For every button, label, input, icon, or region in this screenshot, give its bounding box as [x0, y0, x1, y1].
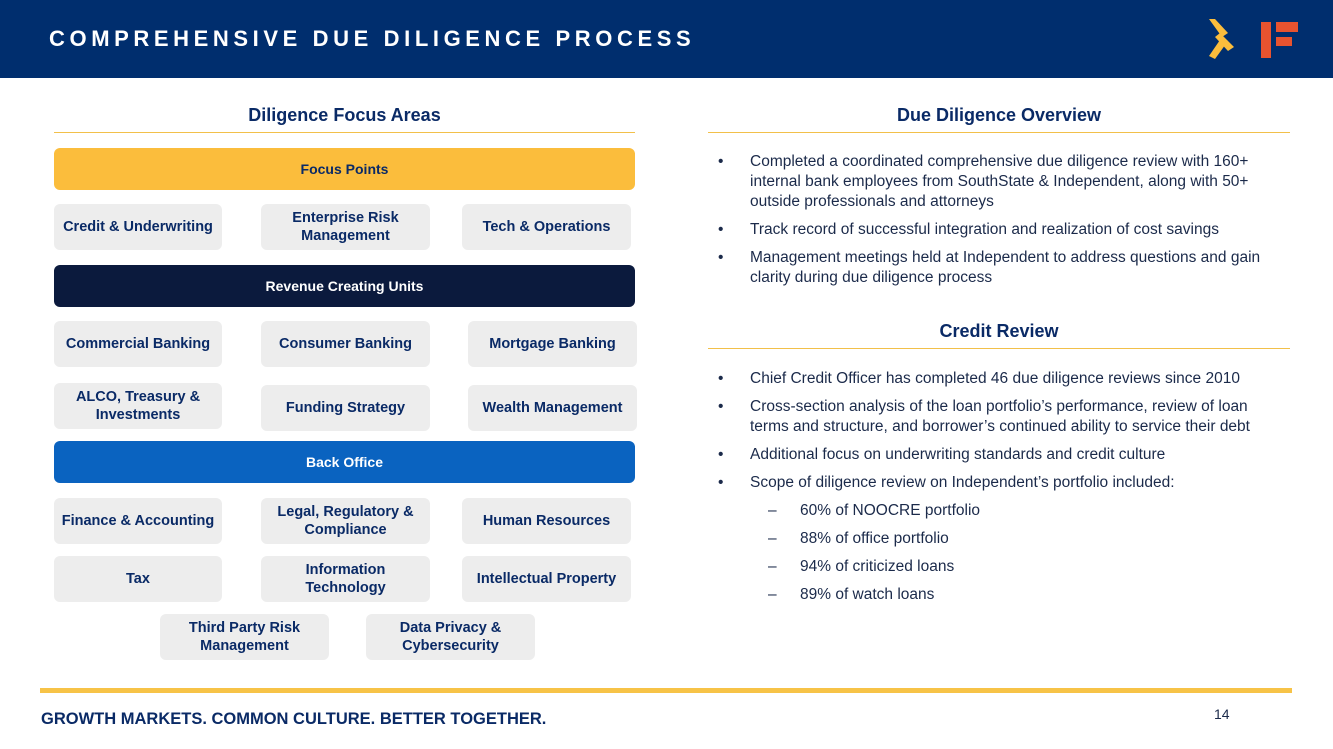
page-number: 14 — [1214, 706, 1230, 722]
revenue-item-mortgage: Mortgage Banking — [468, 321, 637, 367]
focus-item-tech-ops: Tech & Operations — [462, 204, 631, 250]
back-item-third-party: Third Party Risk Management — [160, 614, 329, 660]
overview-title: Due Diligence Overview — [896, 105, 1102, 125]
overview-bullet: • Track record of successful integration and realization of cost savings — [718, 220, 1290, 240]
company-logo — [1205, 16, 1301, 62]
focus-item-enterprise-risk: Enterprise Risk Management — [261, 204, 430, 250]
focus-item-credit: Credit & Underwriting — [54, 204, 222, 250]
back-office-bar: Back Office — [54, 441, 635, 483]
overview-list — [718, 152, 1290, 288]
footer-divider — [40, 688, 1292, 693]
credit-sub-bullet: – 60% of NOOCRE portfolio — [718, 501, 1290, 521]
back-item-finance: Finance & Accounting — [54, 498, 222, 544]
back-item-hr: Human Resources — [462, 498, 631, 544]
back-item-ip: Intellectual Property — [462, 556, 631, 602]
revenue-item-commercial: Commercial Banking — [54, 321, 222, 367]
credit-sub-bullet: – 94% of criticized loans — [718, 557, 1290, 577]
divider — [708, 132, 1290, 133]
overview-bullet: • Completed a coordinated comprehensive due diligence review with 160+ internal bank employees from SouthState & Independent, along with 50+ outside professionals and attorneys — [718, 152, 1290, 212]
divider — [708, 348, 1290, 349]
revenue-units-bar: Revenue Creating Units — [54, 265, 635, 307]
focus-points-bar: Focus Points — [54, 148, 635, 190]
header-banner — [0, 0, 1333, 78]
credit-bullet: • Scope of diligence review on Independent’s portfolio included: — [718, 473, 1290, 493]
credit-sub-bullet: – 88% of office portfolio — [718, 529, 1290, 549]
revenue-item-alco: ALCO, Treasury & Investments — [54, 383, 222, 429]
footer-tagline: GROWTH MARKETS. COMMON CULTURE. BETTER TOGETHER. — [41, 710, 547, 728]
overview-bullet: • Management meetings held at Independent to address questions and gain clarity during due diligence process — [718, 248, 1290, 288]
credit-bullet: • Cross-section analysis of the loan portfolio’s performance, review of loan terms and structure, and borrower’s continued ability to service their debt — [718, 397, 1290, 437]
credit-sub-bullet: – 89% of watch loans — [718, 585, 1290, 605]
revenue-item-consumer: Consumer Banking — [261, 321, 430, 367]
credit-bullet: • Chief Credit Officer has completed 46 due diligence reviews since 2010 — [718, 369, 1290, 389]
credit-bullet: • Additional focus on underwriting standards and credit culture — [718, 445, 1290, 465]
back-item-tax: Tax — [54, 556, 222, 602]
revenue-item-wealth: Wealth Management — [468, 385, 637, 431]
credit-list — [718, 369, 1290, 605]
revenue-item-funding: Funding Strategy — [261, 385, 430, 431]
back-item-data-privacy: Data Privacy & Cybersecurity — [366, 614, 535, 660]
page-title: COMPREHENSIVE DUE DILIGENCE PROCESS — [49, 26, 696, 51]
back-item-legal: Legal, Regulatory & Compliance — [261, 498, 430, 544]
logo-s-icon — [1209, 19, 1234, 59]
logo-f-icon — [1261, 22, 1298, 58]
divider — [54, 132, 635, 133]
credit-review-title: Credit Review — [939, 321, 1059, 341]
diligence-focus-title: Diligence Focus Areas — [248, 105, 441, 125]
back-item-it: Information Technology — [261, 556, 430, 602]
